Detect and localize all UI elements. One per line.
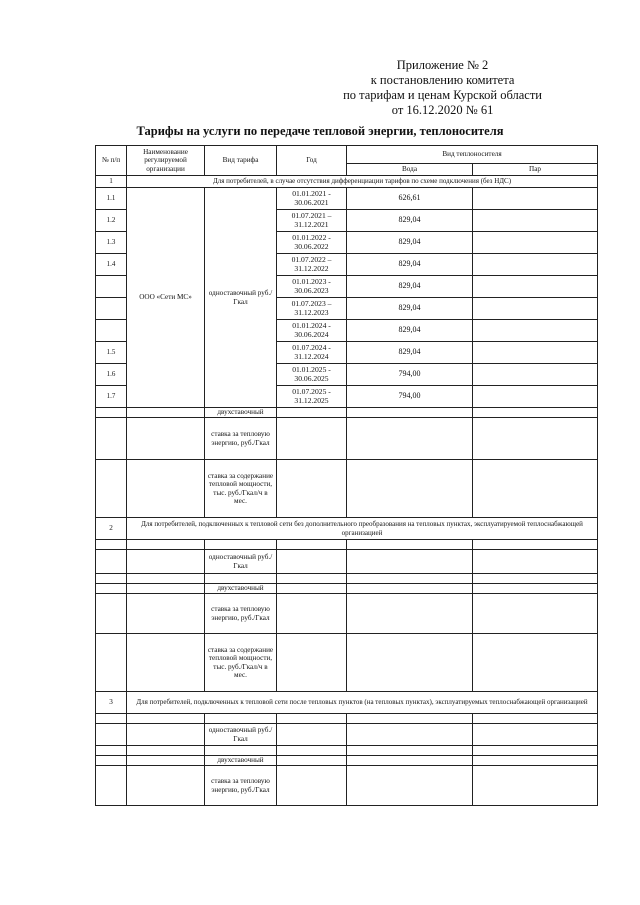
organization-name xyxy=(127,756,205,766)
row-number xyxy=(96,408,127,418)
steam-value xyxy=(473,254,598,276)
steam-value xyxy=(473,418,598,460)
water-value xyxy=(347,594,473,634)
table-row xyxy=(96,550,598,574)
water-value: 829,04 xyxy=(347,232,473,254)
row-number xyxy=(96,634,127,692)
header-num: № п/п xyxy=(96,146,127,176)
appendix-header xyxy=(343,58,542,118)
steam-value xyxy=(473,276,598,298)
header-steam: Пар xyxy=(473,164,598,176)
steam-value xyxy=(473,594,598,634)
row-number xyxy=(96,298,127,320)
water-value: 626,61 xyxy=(347,188,473,210)
row-number xyxy=(96,550,127,574)
row-number: 1.4 xyxy=(96,254,127,276)
tariff-table xyxy=(95,145,598,806)
steam-value xyxy=(473,550,598,574)
period: 01.07.2023 – 31.12.2023 xyxy=(277,298,347,320)
steam-value xyxy=(473,634,598,692)
table-row xyxy=(96,766,598,806)
period: 01.07.2022 – 31.12.2022 xyxy=(277,254,347,276)
table-row xyxy=(96,724,598,746)
steam-value xyxy=(473,584,598,594)
period xyxy=(277,724,347,746)
section-number: 2 xyxy=(96,518,127,540)
row-number: 1.1 xyxy=(96,188,127,210)
header-carrier: Вид теплоносителя xyxy=(347,146,598,164)
water-value: 829,04 xyxy=(347,276,473,298)
water-value: 829,04 xyxy=(347,254,473,276)
period xyxy=(277,634,347,692)
water-value xyxy=(347,584,473,594)
period: 01.07.2024 - 31.12.2024 xyxy=(277,342,347,364)
section-description: Для потребителей, подключенных к тепловой сети после тепловых пунктов (на тепловых пунктах), эксплуатируемых теплоснабжающей организацией xyxy=(127,692,598,714)
steam-value xyxy=(473,232,598,254)
row-number xyxy=(96,320,127,342)
steam-value xyxy=(473,342,598,364)
row-number: 1.6 xyxy=(96,364,127,386)
period xyxy=(277,756,347,766)
section-number: 1 xyxy=(96,176,127,188)
tariff-type: ставка за содержание тепловой мощности, тыс. руб./Гкал/ч в мес. xyxy=(205,460,277,518)
steam-value xyxy=(473,320,598,342)
row-number xyxy=(96,584,127,594)
steam-value xyxy=(473,188,598,210)
tariff-type: ставка за содержание тепловой мощности, тыс. руб./Гкал/ч в мес. xyxy=(205,634,277,692)
period xyxy=(277,418,347,460)
period: 01.01.2025 - 30.06.2025 xyxy=(277,364,347,386)
period xyxy=(277,408,347,418)
water-value xyxy=(347,460,473,518)
section-description: Для потребителей, в случае отсутствия дифференциации тарифов по схеме подключения (без НДС) xyxy=(127,176,598,188)
steam-value xyxy=(473,408,598,418)
period: 01.01.2024 - 30.06.2024 xyxy=(277,320,347,342)
water-value: 829,04 xyxy=(347,210,473,232)
period xyxy=(277,584,347,594)
organization-name: ООО «Сети МС» xyxy=(127,188,205,408)
water-value: 829,04 xyxy=(347,320,473,342)
steam-value xyxy=(473,298,598,320)
organization-name xyxy=(127,418,205,460)
water-value: 794,00 xyxy=(347,386,473,408)
row-number xyxy=(96,724,127,746)
table-row xyxy=(96,746,598,756)
tariff-type: двухставочный xyxy=(205,584,277,594)
steam-value xyxy=(473,364,598,386)
row-number: 1.2 xyxy=(96,210,127,232)
tariff-type: ставка за тепловую энергию, руб./Гкал xyxy=(205,766,277,806)
row-number: 1.3 xyxy=(96,232,127,254)
period: 01.07.2025 - 31.12.2025 xyxy=(277,386,347,408)
water-value: 829,04 xyxy=(347,342,473,364)
tariff-type: одноставочный руб./Гкал xyxy=(205,188,277,408)
organization-name xyxy=(127,634,205,692)
table-row xyxy=(96,574,598,584)
table-row xyxy=(96,418,598,460)
water-value xyxy=(347,724,473,746)
appendix-line: Приложение № 2 xyxy=(396,58,489,72)
header-tariff: Вид тарифа xyxy=(205,146,277,176)
period xyxy=(277,550,347,574)
table-row xyxy=(96,594,598,634)
row-number xyxy=(96,766,127,806)
period xyxy=(277,594,347,634)
organization-name xyxy=(127,550,205,574)
period: 01.01.2022 - 30.06.2022 xyxy=(277,232,347,254)
header-year: Год xyxy=(277,146,347,176)
row-number xyxy=(96,418,127,460)
table-row xyxy=(96,188,598,210)
period xyxy=(277,766,347,806)
organization-name xyxy=(127,724,205,746)
appendix-line: от 16.12.2020 № 61 xyxy=(391,103,494,117)
steam-value xyxy=(473,766,598,806)
steam-value xyxy=(473,756,598,766)
organization-name xyxy=(127,594,205,634)
table-row xyxy=(96,714,598,724)
table-row xyxy=(96,540,598,550)
water-value xyxy=(347,634,473,692)
table-row xyxy=(96,756,598,766)
organization-name xyxy=(127,408,205,418)
steam-value xyxy=(473,386,598,408)
period: 01.01.2021 - 30.06.2021 xyxy=(277,188,347,210)
organization-name xyxy=(127,766,205,806)
row-number xyxy=(96,756,127,766)
water-value xyxy=(347,756,473,766)
steam-value xyxy=(473,210,598,232)
table-row xyxy=(96,408,598,418)
row-number xyxy=(96,276,127,298)
water-value xyxy=(347,418,473,460)
water-value xyxy=(347,766,473,806)
appendix-line: по тарифам и ценам Курской области xyxy=(343,88,542,102)
header-org: Наименование регулируемой организации xyxy=(127,146,205,176)
row-number: 1.5 xyxy=(96,342,127,364)
tariff-type: одноставочный руб./Гкал xyxy=(205,550,277,574)
table-row xyxy=(96,460,598,518)
tariff-type: двухставочный xyxy=(205,408,277,418)
period: 01.07.2021 – 31.12.2021 xyxy=(277,210,347,232)
water-value xyxy=(347,408,473,418)
section-description: Для потребителей, подключенных к тепловой сети без дополнительного преобразования на тепловых пунктах, эксплуатируемой теплоснабжающей организацией xyxy=(127,518,598,540)
table-row xyxy=(96,584,598,594)
period xyxy=(277,460,347,518)
steam-value xyxy=(473,724,598,746)
row-number xyxy=(96,594,127,634)
tariff-type: ставка за тепловую энергию, руб./Гкал xyxy=(205,594,277,634)
water-value: 829,04 xyxy=(347,298,473,320)
table-row xyxy=(96,634,598,692)
organization-name xyxy=(127,460,205,518)
tariff-type: одноставочный руб./Гкал xyxy=(205,724,277,746)
section-number: 3 xyxy=(96,692,127,714)
row-number: 1.7 xyxy=(96,386,127,408)
tariff-type: ставка за тепловую энергию, руб./Гкал xyxy=(205,418,277,460)
water-value xyxy=(347,550,473,574)
document-title: Тарифы на услуги по передаче тепловой энергии, теплоносителя xyxy=(136,124,504,138)
row-number xyxy=(96,460,127,518)
tariff-type: двухставочный xyxy=(205,756,277,766)
organization-name xyxy=(127,584,205,594)
period: 01.01.2023 - 30.06.2023 xyxy=(277,276,347,298)
water-value: 794,00 xyxy=(347,364,473,386)
steam-value xyxy=(473,460,598,518)
header-water: Вода xyxy=(347,164,473,176)
appendix-line: к постановлению комитета xyxy=(370,73,515,87)
